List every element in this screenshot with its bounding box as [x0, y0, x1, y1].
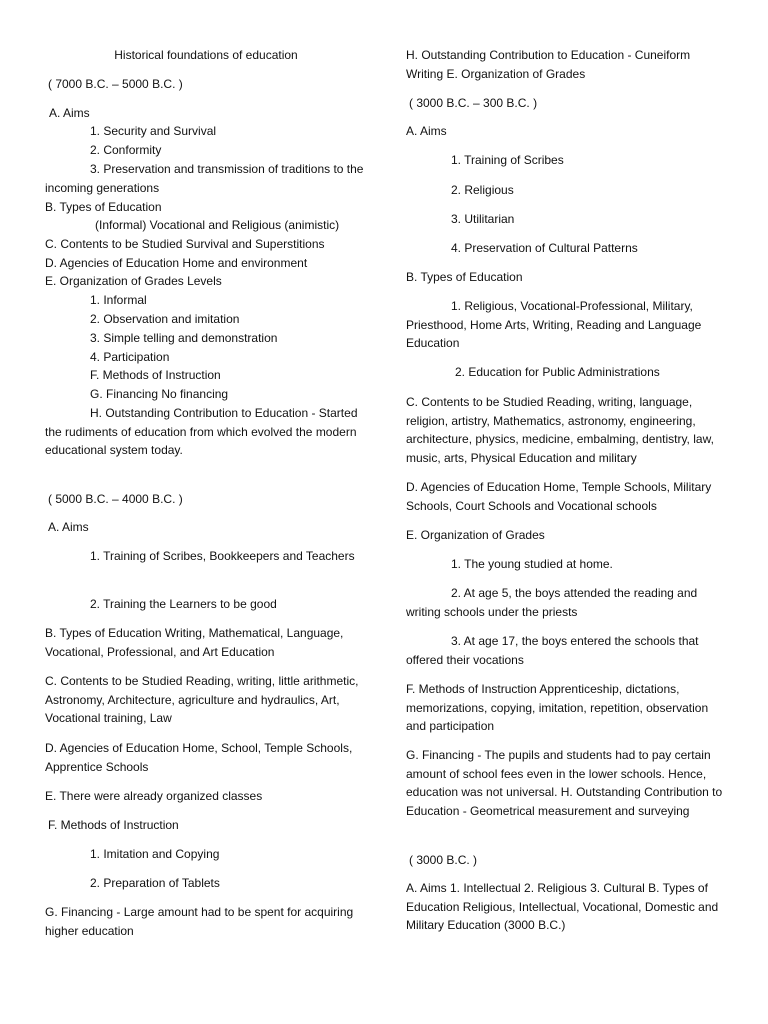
contribution-paragraph: H. Outstanding Contribution to Education - Cuneiform Writing E. Organization of Grades — [406, 48, 691, 81]
aim-item: 4. Preservation of Cultural Patterns — [451, 241, 638, 255]
aim-item: 3. Preservation and transmission of traditions to the incoming generations — [45, 162, 364, 195]
financing-paragraph: G. Financing - The pupils and students had to pay certain amount of school fees even in the lower schools. Hence, education was not universal. H. Outstanding Contribution to Education - Geometrical measurement and surveying — [406, 748, 723, 818]
document-title: Historical foundations of education — [114, 48, 298, 62]
aim-item: 2. Religious — [451, 183, 514, 197]
aim-item: 2. Conformity — [90, 143, 162, 157]
methods-heading: F. Methods of Instruction — [48, 818, 179, 832]
organization-heading: E. Organization of Grades — [406, 528, 545, 542]
aims-heading: A. Aims — [49, 106, 90, 120]
organization-item: 1. The young studied at home. — [451, 557, 613, 571]
types-heading: B. Types of Education — [406, 270, 523, 284]
organization-item: 2. Observation and imitation — [90, 312, 240, 326]
aim-item: 3. Utilitarian — [451, 212, 515, 226]
financing-paragraph: G. Financing - Large amount had to be spent for acquiring higher education — [45, 905, 354, 938]
aims-types-paragraph: A. Aims 1. Intellectual 2. Religious 3. Cultural B. Types of Education Religious, Intellectual, Vocational, Domestic and Military Education (3000 B.C.) — [406, 881, 719, 933]
contents-paragraph: C. Contents to be Studied Reading, writing, language, religion, artistry, Mathematics, astronomy, engineering, architecture, physics, medicine, embalming, dentistry, law, music, arts, Physical Education and military — [406, 395, 714, 465]
aim-item: 1. Security and Survival — [90, 124, 217, 138]
organization-heading: E. Organization of Grades Levels — [45, 274, 222, 288]
organization-item: 1. Informal — [90, 293, 147, 307]
aims-heading: A. Aims — [48, 520, 89, 534]
types-item: 2. Education for Public Administrations — [455, 365, 660, 379]
organization-item: 4. Participation — [90, 350, 170, 364]
period-heading-3000-300: ( 3000 B.C. – 300 B.C. ) — [409, 96, 538, 110]
period-heading-5000-4000: ( 5000 B.C. – 4000 B.C. ) — [48, 492, 183, 506]
contents-line: C. Contents to be Studied Survival and Superstitions — [45, 237, 325, 251]
contribution-paragraph: H. Outstanding Contribution to Education - Started the rudiments of education from which evolved the modern educational system today. — [45, 406, 358, 458]
aim-item: 1. Training of Scribes — [451, 153, 564, 167]
organization-line: E. There were already organized classes — [45, 789, 263, 803]
agencies-line: D. Agencies of Education Home and environment — [45, 256, 308, 270]
aim-item: 1. Training of Scribes, Bookkeepers and Teachers — [90, 549, 355, 563]
types-paragraph: B. Types of Education Writing, Mathematical, Language, Vocational, Professional, and Art Education — [45, 626, 344, 659]
types-heading: B. Types of Education — [45, 200, 162, 214]
methods-paragraph: F. Methods of Instruction Apprenticeship, dictations, memorizations, copying, imitation, repetition, observation and participation — [406, 682, 709, 734]
contents-paragraph: C. Contents to be Studied Reading, writing, little arithmetic, Astronomy, Architecture, agriculture and hydraulics, Art, Vocational training, Law — [45, 674, 359, 726]
methods-line: F. Methods of Instruction — [90, 368, 221, 382]
method-item: 1. Imitation and Copying — [90, 847, 220, 861]
agencies-paragraph: D. Agencies of Education Home, School, Temple Schools, Apprentice Schools — [45, 741, 353, 774]
financing-line: G. Financing No financing — [90, 387, 229, 401]
organization-item: 3. Simple telling and demonstration — [90, 331, 278, 345]
organization-item: 3. At age 17, the boys entered the schools that offered their vocations — [406, 634, 699, 667]
period-heading-3000: ( 3000 B.C. ) — [409, 853, 478, 867]
aim-item: 2. Training the Learners to be good — [90, 597, 277, 611]
types-value: (Informal) Vocational and Religious (animistic) — [95, 218, 340, 232]
types-item: 1. Religious, Vocational-Professional, Military, Priesthood, Home Arts, Writing, Reading and Language Education — [406, 299, 702, 351]
aims-heading: A. Aims — [406, 124, 447, 138]
agencies-paragraph: D. Agencies of Education Home, Temple Schools, Military Schools, Court Schools and Vocational schools — [406, 480, 712, 513]
method-item: 2. Preparation of Tablets — [90, 876, 220, 890]
organization-item: 2. At age 5, the boys attended the reading and writing schools under the priests — [406, 586, 698, 619]
period-heading-7000-5000: ( 7000 B.C. – 5000 B.C. ) — [48, 77, 183, 91]
